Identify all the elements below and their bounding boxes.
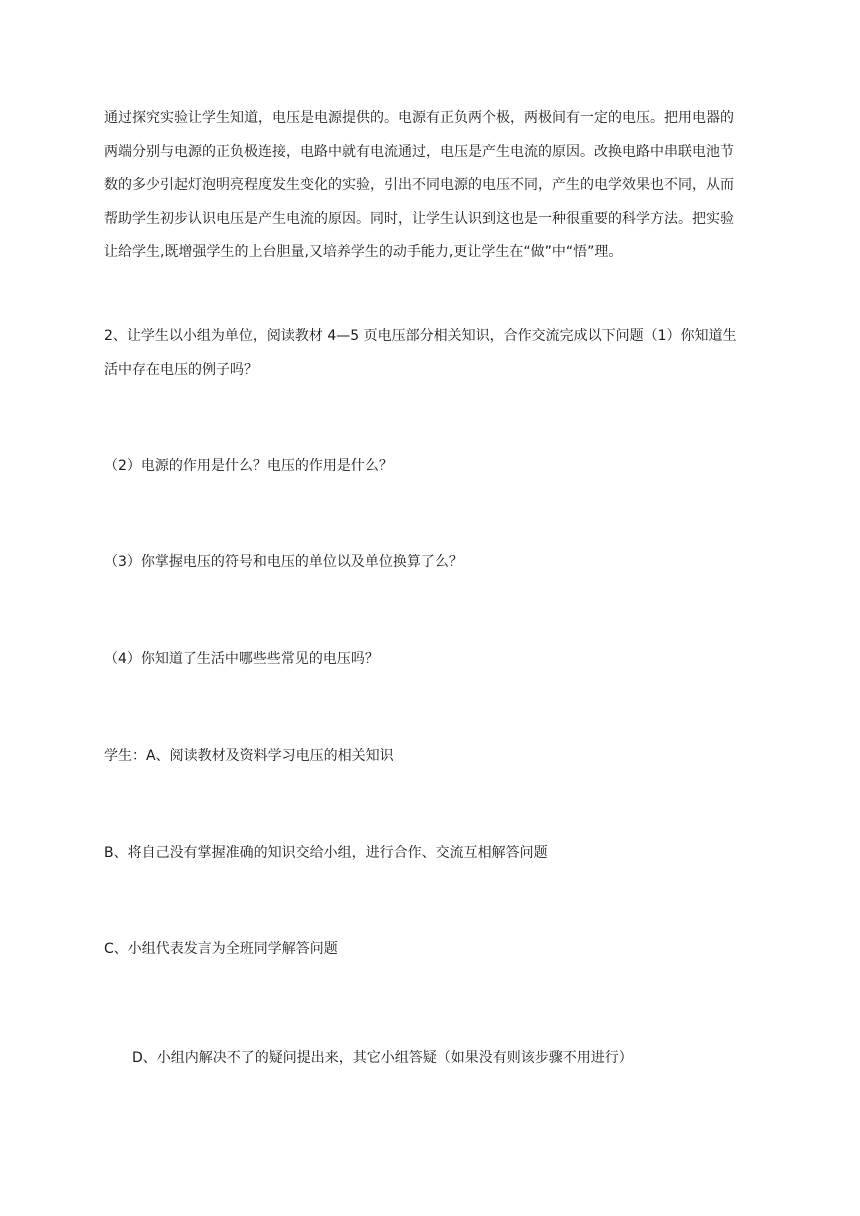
question-intro-paragraph: 2、让学生以小组为单位，阅读教材 4—5 页电压部分相关知识，合作交流完成以下问题（1）你知道生活中存在电压的例子吗？ (104, 328, 737, 378)
student-step-d: D、小组内解决不了的疑问提出来，其它小组答疑（如果没有则该步骤不用进行） (132, 1050, 633, 1066)
student-step-a: 学生：A、阅读教材及资料学习电压的相关知识 (104, 748, 394, 764)
question-4: （4）你知道了生活中哪些些常见的电压吗？ (104, 651, 379, 667)
student-step-c: C、小组代表发言为全班同学解答问题 (104, 941, 338, 957)
intro-paragraph: 通过探究实验让学生知道，电压是电源提供的。电源有正负两个极，两极间有一定的电压。把用电器的两端分别与电源的正负极连接，电路中就有电流通过，电压是产生电流的原因。改换电路中串联电池节数的多少引起灯泡明亮程度发生变化的实验，引出不同电源的电压不同，产生的电学效果也不同，从而帮助学生初步认识电压是产生电流的原因。同时，让学生认识到这也是一种很重要的科学方法。把实验让给学生,既增强学生的上台胆量,又培养学生的动手能力,更让学生在“做”中“悟”理。 (104, 110, 734, 260)
question-3: （3）你掌握电压的符号和电压的单位以及单位换算了么？ (104, 554, 463, 570)
question-2: （2）电源的作用是什么？电压的作用是什么？ (104, 458, 393, 474)
student-step-b: B、将自己没有掌握准确的知识交给小组，进行合作、交流互相解答问题 (104, 845, 548, 861)
